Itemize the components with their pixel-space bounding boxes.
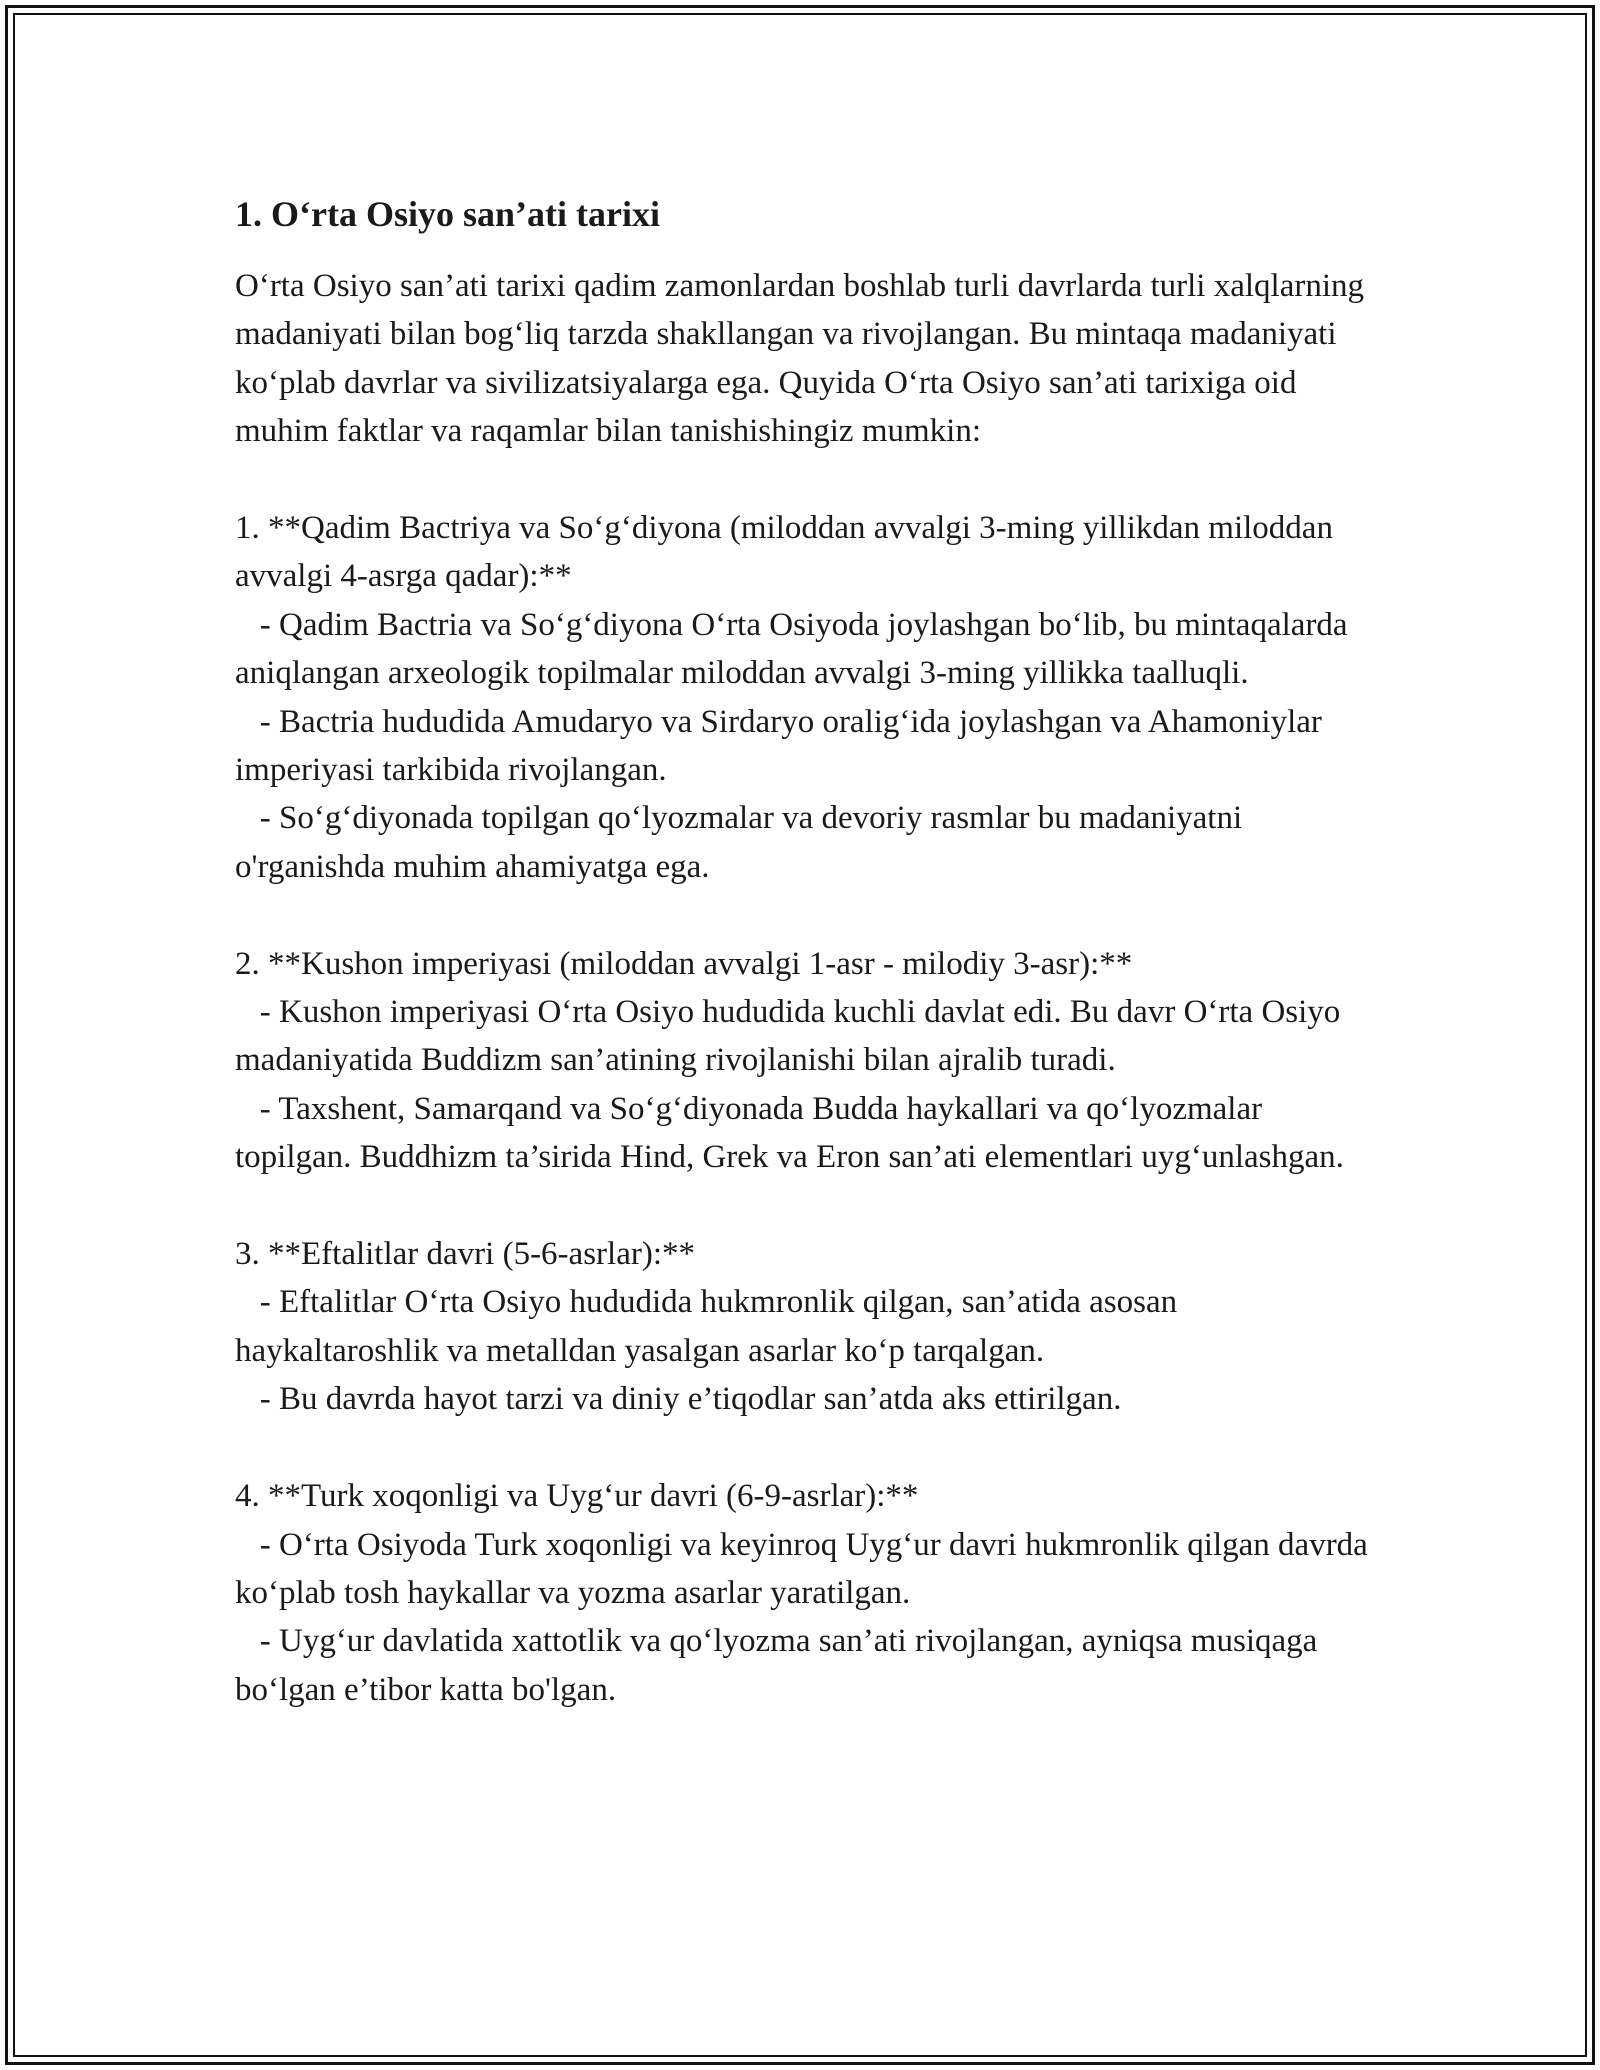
section-bullet: - Taxshent, Samarqand va So‘g‘diyonada Budda haykallari va qo‘lyozmalar topilgan. Buddhizm ta’sirida Hind, Grek va Eron san’ati elementlari uyg‘unlashgan. xyxy=(235,1090,1344,1176)
section-heading: 2. **Kushon imperiyasi (miloddan avvalgi 1-asr - milodiy 3-asr):** xyxy=(235,945,1133,982)
section-bullet: - Eftalitlar O‘rta Osiyo hududida hukmronlik qilgan, san’atida asosan haykaltaroshlik va metalldan yasalgan asarlar ko‘p tarqalgan. xyxy=(235,1284,1186,1369)
section-bullet: - Bu davrda hayot tarzi va diniy e’tiqodlar san’atda aks ettirilgan. xyxy=(235,1381,1122,1418)
section-bullet: - Bactria hududida Amudaryo va Sirdaryo oralig‘ida joylashgan va Ahamoniylar imperiyasi tarkibida rivojlangan. xyxy=(235,703,1331,789)
section-bullet: - Kushon imperiyasi O‘rta Osiyo hududida kuchli davlat edi. Bu davr O‘rta Osiyo madaniyatida Buddizm san’atining rivojlanishi bilan ajralib turadi. xyxy=(235,994,1349,1079)
section-2 xyxy=(235,940,1375,1182)
section-heading: 4. **Turk xoqonligi va Uyg‘ur davri (6-9-asrlar):** xyxy=(235,1478,919,1515)
section-heading: 3. **Eftalitlar davri (5-6-asrlar):** xyxy=(235,1236,695,1273)
intro-paragraph: O‘rta Osiyo san’ati tarixi qadim zamonlardan boshlab turli davrlarda turli xalqlarning madaniyati bilan bog‘liq tarzda shakllangan va rivojlangan. Bu mintaqa madaniyati ko‘plab davrlar va sivilizatsiyalarga ega. Quyida O‘rta Osiyo san’ati tarixiga oid muhim faktlar va raqamlar bilan tanishishingiz mumkin: xyxy=(235,268,1364,450)
section-4 xyxy=(235,1472,1375,1714)
section-bullet: - So‘g‘diyonada topilgan qo‘lyozmalar va devoriy rasmlar bu madaniyatni o'rganishda muhim ahamiyatga ega. xyxy=(235,800,1251,885)
page-title: 1. O‘rta Osiyo san’ati tarixi xyxy=(235,194,660,234)
section-bullet: - Qadim Bactria va So‘g‘diyona O‘rta Osiyoda joylashgan bo‘lib, bu mintaqalarda aniqlangan arxeologik topilmalar miloddan avvalgi 3-ming yillikka taalluqli. xyxy=(235,606,1356,692)
section-1 xyxy=(235,504,1375,891)
section-heading: 1. **Qadim Bactriya va So‘g‘diyona (miloddan avvalgi 3-ming yillikdan miloddan avvalgi 4-asrga qadar):** xyxy=(235,510,1333,595)
document-body xyxy=(235,186,1375,1714)
section-bullet: - O‘rta Osiyoda Turk xoqonligi va keyinroq Uyg‘ur davri hukmronlik qilgan davrda ko‘plab tosh haykallar va yozma asarlar yaratilgan. xyxy=(235,1526,1377,1611)
section-3 xyxy=(235,1230,1375,1424)
section-bullet: - Uyg‘ur davlatida xattotlik va qo‘lyozma san’ati rivojlangan, ayniqsa musiqaga bo‘lgan e’tibor katta bo'lgan. xyxy=(235,1623,1326,1708)
